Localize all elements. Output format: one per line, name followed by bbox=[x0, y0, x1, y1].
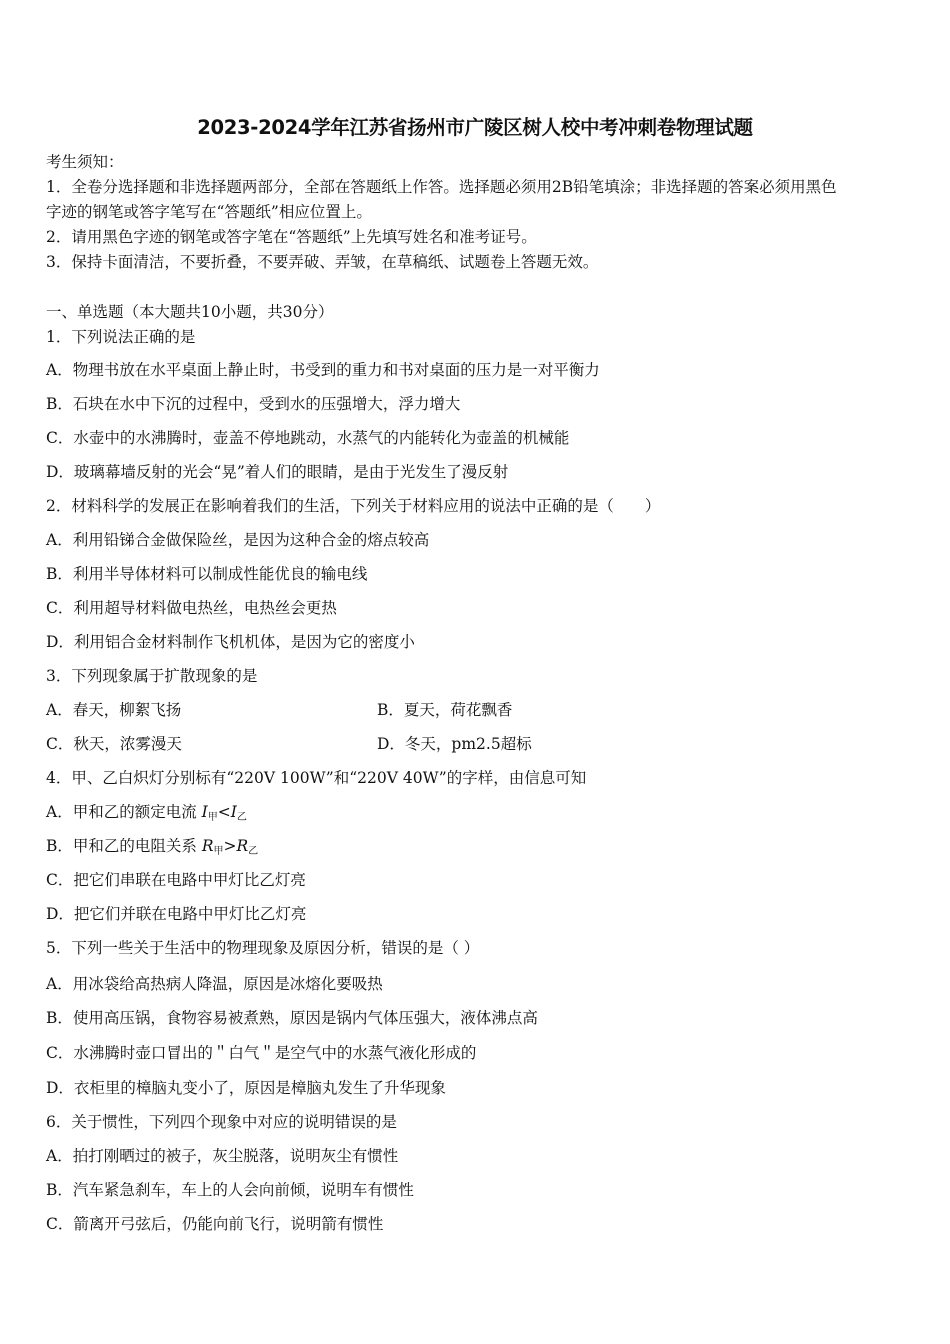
option-text: B．甲和乙的电阻关系 bbox=[46, 837, 202, 855]
question-2-option-c: C．利用超导材料做电热丝，电热丝会更热 bbox=[46, 599, 337, 617]
question-4-option-d: D．把它们并联在电路中甲灯比乙灯亮 bbox=[46, 905, 307, 923]
notice-item: 3．保持卡面清洁，不要折叠，不要弄破、弄皱，在草稿纸、试题卷上答题无效。 bbox=[46, 253, 599, 271]
question-1-option-c: C．水壶中的水沸腾时，壶盖不停地跳动，水蒸气的内能转化为壶盖的机械能 bbox=[46, 429, 570, 447]
current-symbol: I bbox=[230, 803, 237, 821]
question-5-stem: 5．下列一些关于生活中的物理现象及原因分析，错误的是（ ） bbox=[46, 939, 480, 957]
question-1-option-b: B．石块在水中下沉的过程中，受到水的压强增大，浮力增大 bbox=[46, 395, 461, 413]
notice-heading: 考生须知： bbox=[46, 153, 124, 171]
current-symbol: I bbox=[201, 803, 208, 821]
question-3-option-a: A．春天，柳絮飞扬 bbox=[46, 701, 182, 719]
relation-symbol: < bbox=[217, 803, 231, 821]
subscript: 乙 bbox=[248, 846, 259, 857]
section-heading: 一、单选题（本大题共10小题，共30分） bbox=[46, 303, 334, 321]
question-4-option-b bbox=[46, 836, 258, 862]
question-3-option-c: C．秋天，浓雾漫天 bbox=[46, 735, 182, 753]
question-2-option-a: A．利用铅锑合金做保险丝，是因为这种合金的熔点较高 bbox=[46, 531, 430, 549]
notice-item: 字迹的钢笔或答字笔写在“答题纸”相应位置上。 bbox=[46, 203, 372, 221]
question-3-stem: 3．下列现象属于扩散现象的是 bbox=[46, 667, 258, 685]
relation-symbol: > bbox=[223, 837, 237, 855]
question-6-option-a: A．拍打刚晒过的被子，灰尘脱落，说明灰尘有惯性 bbox=[46, 1147, 399, 1165]
question-5-option-b: B．使用高压锅，食物容易被煮熟，原因是锅内气体压强大，液体沸点高 bbox=[46, 1009, 538, 1027]
question-4-option-c: C．把它们串联在电路中甲灯比乙灯亮 bbox=[46, 871, 306, 889]
subscript: 甲 bbox=[213, 846, 224, 857]
question-1-option-a: A．物理书放在水平桌面上静止时，书受到的重力和书对桌面的压力是一对平衡力 bbox=[46, 361, 600, 379]
question-3-option-b: B．夏天，荷花飘香 bbox=[377, 701, 513, 719]
question-2-stem: 2．材料科学的发展正在影响着我们的生活，下列关于材料应用的说法中正确的是（ ） bbox=[46, 497, 661, 515]
question-6-stem: 6．关于惯性，下列四个现象中对应的说明错误的是 bbox=[46, 1113, 397, 1131]
question-3-option-d: D．冬天，pm2.5超标 bbox=[377, 735, 532, 753]
notice-item: 2．请用黑色字迹的钢笔或答字笔在“答题纸”上先填写姓名和准考证号。 bbox=[46, 228, 537, 246]
subscript: 乙 bbox=[236, 812, 247, 823]
resistance-symbol: R bbox=[201, 837, 214, 855]
question-5-option-a: A．用冰袋给高热病人降温，原因是冰熔化要吸热 bbox=[46, 975, 383, 993]
question-6-option-c: C．箭离开弓弦后，仍能向前飞行，说明箭有惯性 bbox=[46, 1215, 384, 1233]
notice-item: 1．全卷分选择题和非选择题两部分，全部在答题纸上作答。选择题必须用2B铅笔填涂；非选择题的答案必须用黑色 bbox=[46, 178, 837, 196]
question-2-option-b: B．利用半导体材料可以制成性能优良的输电线 bbox=[46, 565, 368, 583]
exam-title: 2023-2024学年江苏省扬州市广陵区树人校中考冲刺卷物理试题 bbox=[197, 116, 753, 139]
question-1-option-d: D．玻璃幕墙反射的光会“晃”着人们的眼睛，是由于光发生了漫反射 bbox=[46, 463, 509, 481]
subscript: 甲 bbox=[207, 812, 218, 823]
question-1-stem: 1．下列说法正确的是 bbox=[46, 328, 196, 346]
question-5-option-d: D．衣柜里的樟脑丸变小了，原因是樟脑丸发生了升华现象 bbox=[46, 1079, 446, 1097]
question-4-option-a bbox=[46, 802, 247, 828]
option-text: A．甲和乙的额定电流 bbox=[46, 803, 202, 821]
question-4-stem: 4．甲、乙白炽灯分别标有“220V 100W”和“220V 40W”的字样，由信息可知 bbox=[46, 769, 587, 787]
resistance-symbol: R bbox=[236, 837, 249, 855]
question-6-option-b: B．汽车紧急刹车，车上的人会向前倾，说明车有惯性 bbox=[46, 1181, 414, 1199]
question-5-option-c: C．水沸腾时壶口冒出的＂白气＂是空气中的水蒸气液化形成的 bbox=[46, 1044, 477, 1062]
question-2-option-d: D．利用铝合金材料制作飞机机体，是因为它的密度小 bbox=[46, 633, 415, 651]
